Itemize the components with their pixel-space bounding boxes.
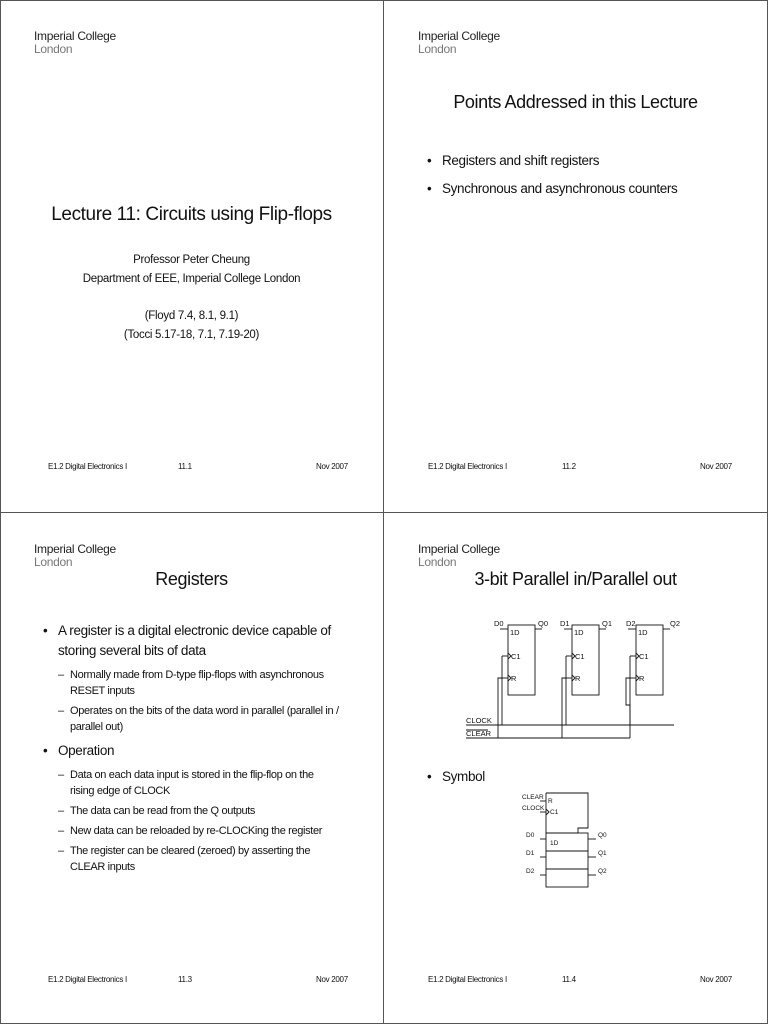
logo-line-1: Imperial College	[418, 542, 500, 556]
sub-bullet-item: – Normally made from D-type flip-flops with asynchronous RESET inputs	[40, 667, 340, 699]
ff2-c-pin: C1	[639, 652, 649, 661]
ff2-input-label: D2	[626, 619, 636, 628]
ff2-r-pin: R	[639, 674, 645, 683]
bullet-list	[424, 767, 485, 787]
sub-bullet-item: – The data can be read from the Q outputs	[40, 803, 340, 819]
symbol-data-cells	[526, 832, 607, 887]
footer-date: Nov 2007	[316, 462, 348, 471]
clock-wiring	[466, 656, 674, 725]
author: Professor Peter Cheung	[133, 254, 250, 266]
clock-label: CLOCK	[466, 716, 492, 725]
symbol-output-1: Q1	[598, 850, 607, 857]
ff0-d-pin: 1D	[510, 628, 520, 637]
logo-line-2: London	[34, 42, 73, 56]
symbol-control-block	[522, 793, 588, 833]
bullet-item: • A register is a digital electronic device capable of storing several bits of data	[40, 621, 340, 661]
symbol-output-2: Q2	[598, 868, 607, 875]
clear-wiring	[466, 678, 630, 738]
college-logo	[418, 30, 500, 56]
ff2-d-pin: 1D	[638, 628, 648, 637]
symbol-input-2: D2	[526, 868, 535, 875]
college-logo	[418, 543, 500, 569]
footer-course: E1.2 Digital Electronics I	[428, 975, 507, 984]
slide-1	[0, 0, 383, 511]
ff1-d-pin: 1D	[574, 628, 584, 637]
slide-title: 3-bit Parallel in/Parallel out	[474, 569, 677, 589]
sub-bullet-item: – New data can be reloaded by re-CLOCKing the register	[40, 823, 340, 839]
slide-title: Points Addressed in this Lecture	[453, 92, 698, 112]
ff0-r-pin: R	[511, 674, 517, 683]
symbol-c1-pin: C1	[550, 809, 559, 816]
college-logo	[34, 543, 116, 569]
clear-label: CLEAR	[466, 729, 492, 738]
symbol-1d-pin: 1D	[550, 840, 559, 847]
reference-floyd: (Floyd 7.4, 8.1, 9.1)	[144, 310, 239, 322]
footer-page: 11.3	[178, 975, 192, 984]
flip-flop-2	[626, 619, 680, 695]
symbol-output-0: Q0	[598, 832, 607, 839]
footer-page: 11.4	[562, 975, 576, 984]
footer-date: Nov 2007	[316, 975, 348, 984]
symbol-r-pin: R	[548, 798, 553, 805]
footer-date: Nov 2007	[700, 462, 732, 471]
symbol-clear-label: CLEAR	[522, 794, 544, 801]
logo-line-2: London	[34, 555, 73, 569]
lecture-title: Lecture 11: Circuits using Flip-flops	[51, 204, 332, 225]
department: Department of EEE, Imperial College London	[82, 273, 301, 285]
ff2-output-label: Q2	[670, 619, 681, 628]
logo-line-2: London	[418, 555, 457, 569]
ff0-input-label: D0	[494, 619, 504, 628]
slide-title: Registers	[155, 569, 228, 589]
parallel-register-schematic	[462, 615, 702, 745]
slide-2	[384, 0, 767, 511]
footer-course: E1.2 Digital Electronics I	[48, 975, 127, 984]
college-logo	[34, 30, 116, 56]
logo-line-1: Imperial College	[418, 29, 500, 43]
bullet-list	[424, 151, 677, 199]
slide-3	[0, 513, 383, 1024]
bullet-item: • Symbol	[424, 767, 485, 787]
ff1-r-pin: R	[575, 674, 581, 683]
register-symbol	[516, 788, 636, 898]
bullet-item: • Synchronous and asynchronous counters	[424, 179, 677, 199]
footer-page: 11.2	[562, 462, 576, 471]
ff1-c-pin: C1	[575, 652, 585, 661]
flip-flop-1	[560, 619, 612, 695]
footer-date: Nov 2007	[700, 975, 732, 984]
footer-course: E1.2 Digital Electronics I	[428, 462, 507, 471]
footer-course: E1.2 Digital Electronics I	[48, 462, 127, 471]
symbol-input-0: D0	[526, 832, 535, 839]
logo-line-1: Imperial College	[34, 542, 116, 556]
bullet-list	[40, 621, 340, 875]
symbol-input-1: D1	[526, 850, 535, 857]
logo-line-1: Imperial College	[34, 29, 116, 43]
ff0-output-label: Q0	[538, 619, 549, 628]
sub-bullet-item: – Operates on the bits of the data word in parallel (parallel in / parallel out)	[40, 703, 340, 735]
slide-4	[384, 513, 767, 1024]
symbol-clock-label: CLOCK	[522, 805, 545, 812]
logo-line-2: London	[418, 42, 457, 56]
bullet-item: • Registers and shift registers	[424, 151, 677, 171]
sub-bullet-item: – The register can be cleared (zeroed) by asserting the CLEAR inputs	[40, 843, 340, 875]
ff1-input-label: D1	[560, 619, 570, 628]
sub-bullet-item: – Data on each data input is stored in the flip-flop on the rising edge of CLOCK	[40, 767, 340, 799]
ff1-output-label: Q1	[602, 619, 613, 628]
bullet-item: • Operation	[40, 741, 340, 761]
footer-page: 11.1	[178, 462, 192, 471]
reference-tocci: (Tocci 5.17-18, 7.1, 7.19-20)	[123, 329, 260, 341]
ff0-c-pin: C1	[511, 652, 521, 661]
